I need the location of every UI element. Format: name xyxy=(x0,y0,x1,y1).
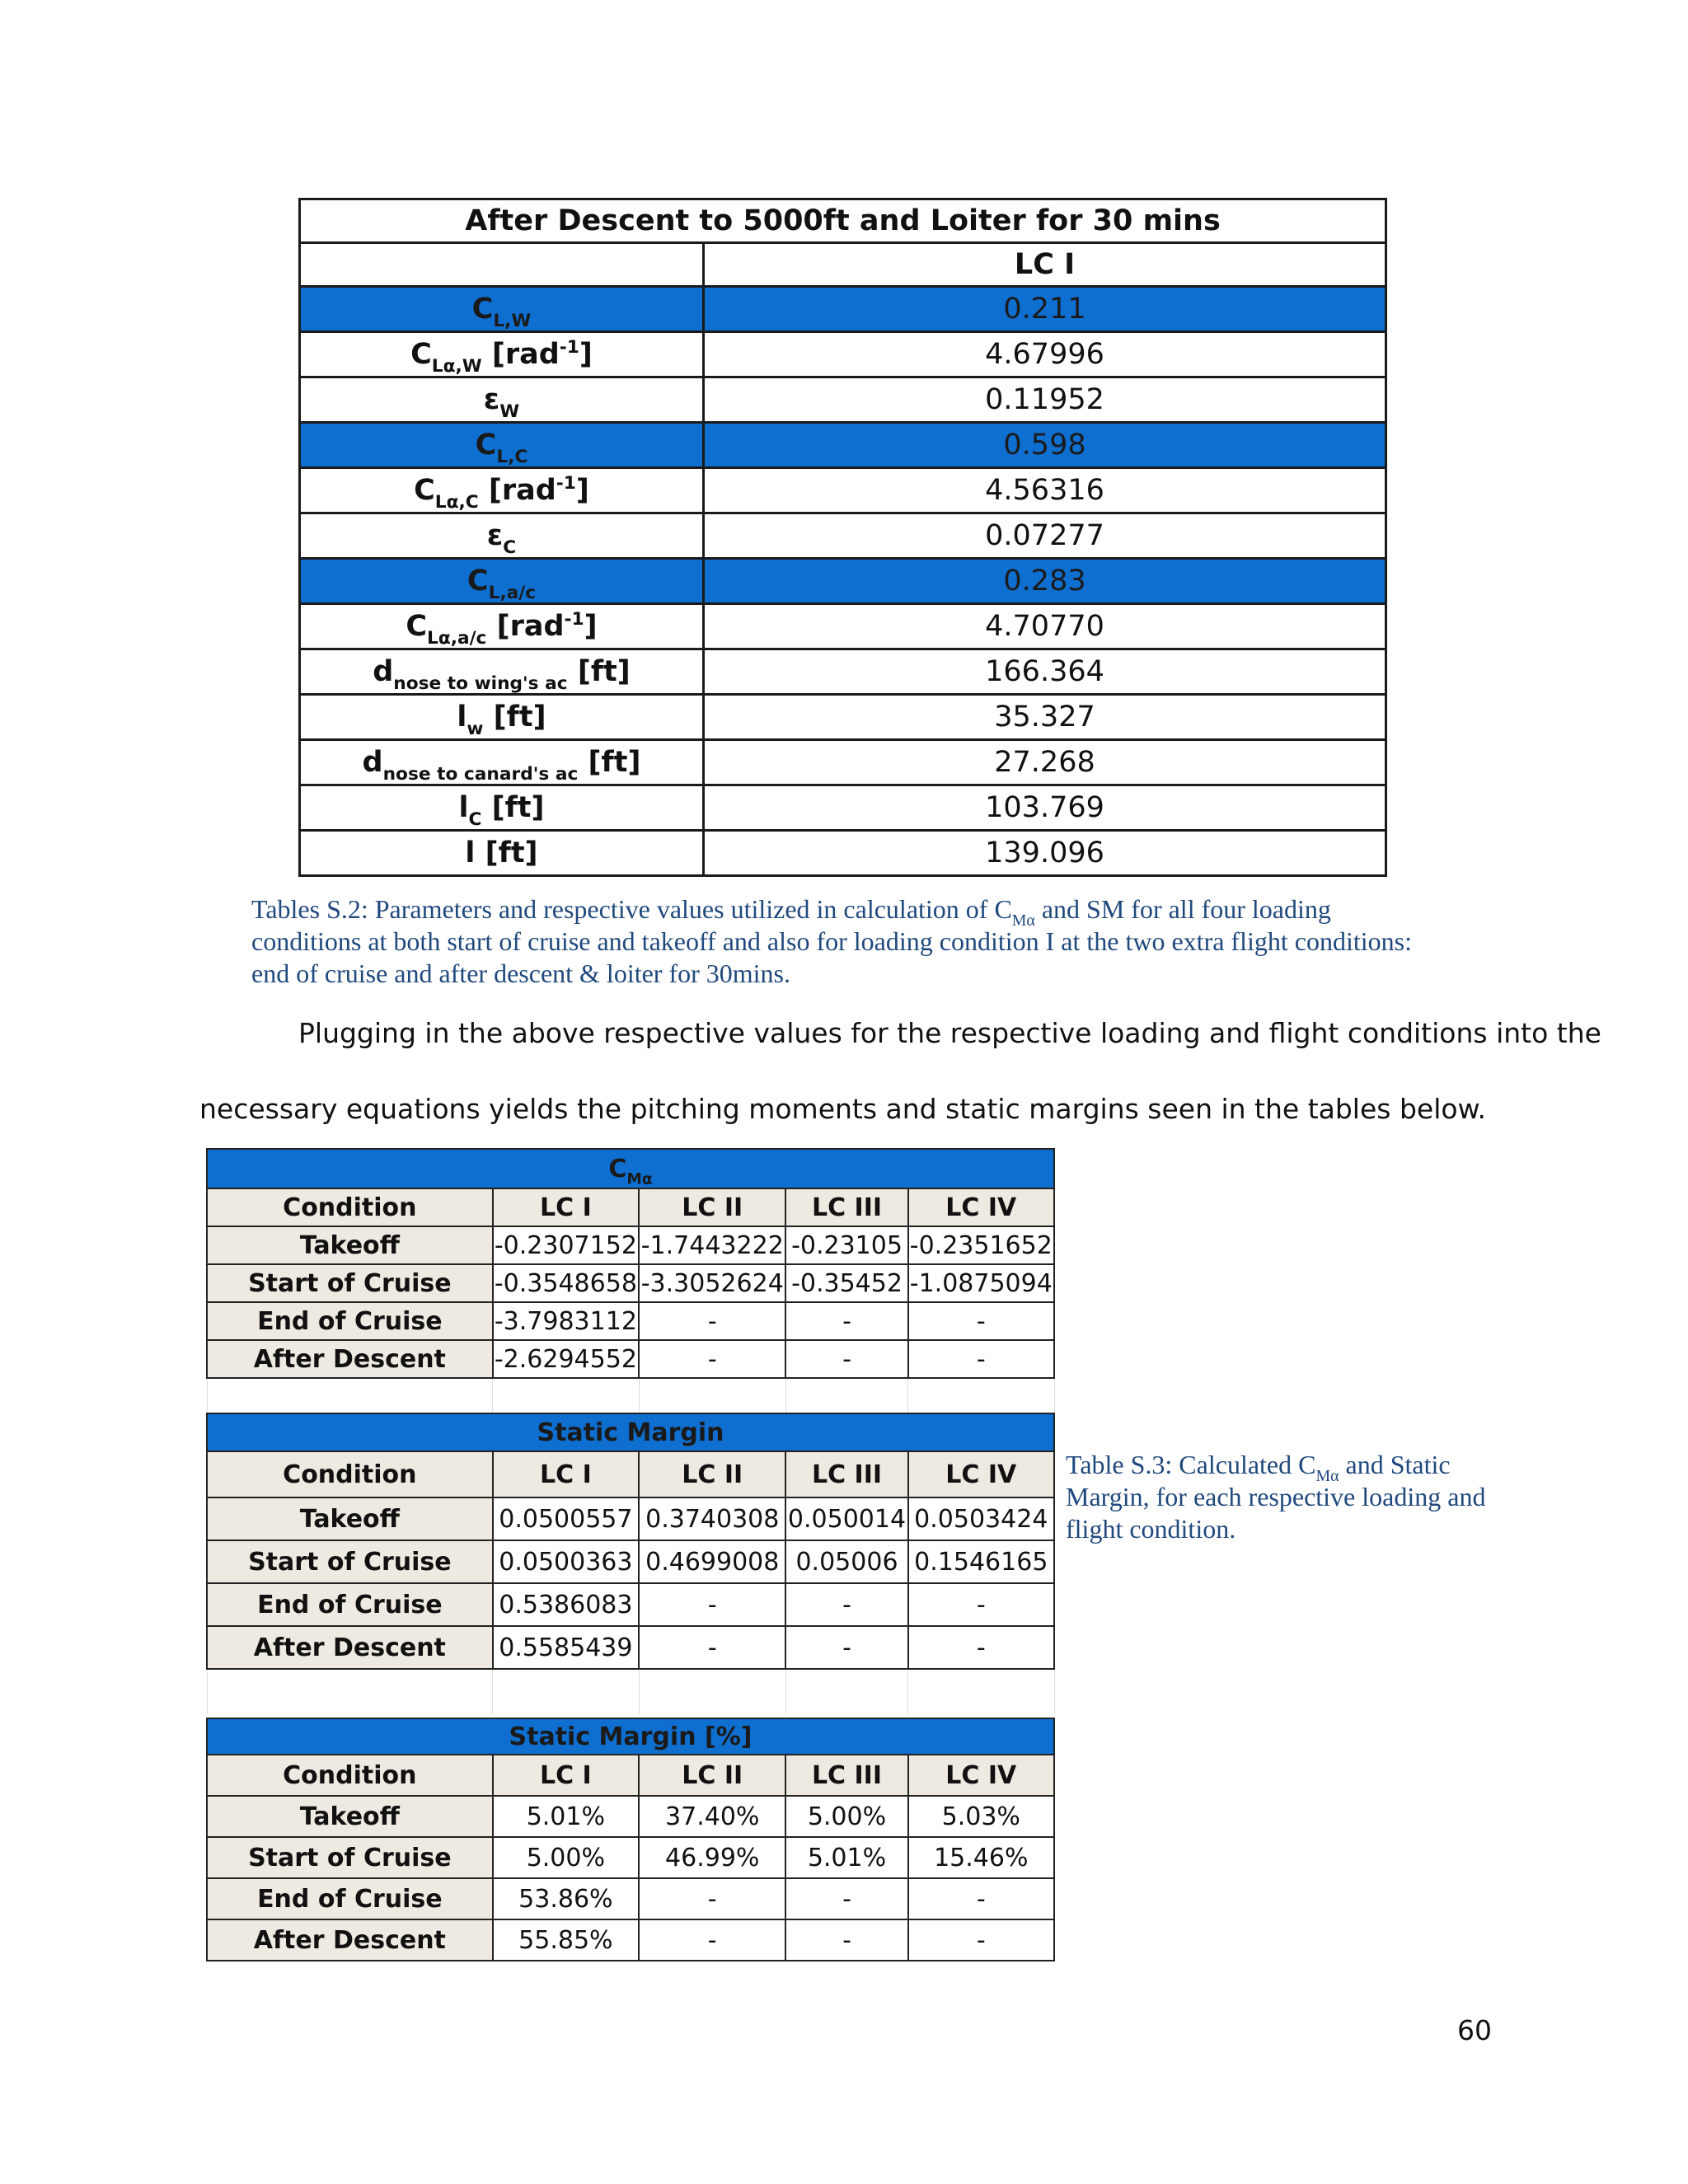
sm-value-cell: - xyxy=(908,1583,1054,1626)
sm-row xyxy=(207,1497,1054,1540)
smp-row xyxy=(207,1837,1054,1878)
sm-table-header-row xyxy=(207,1451,1054,1497)
smp-col-lc2: LC II xyxy=(639,1755,785,1796)
sm-value-cell: 0.3740308 xyxy=(639,1497,785,1540)
param-superscript: -1 xyxy=(556,472,576,494)
sm-col-lc2: LC II xyxy=(639,1451,785,1497)
parameter-name xyxy=(300,785,704,831)
smp-condition-cell: After Descent xyxy=(207,1919,493,1961)
parameters-table-body xyxy=(300,287,1386,876)
parameter-name xyxy=(300,831,704,876)
caption-s3-before: Table S.3: Calculated C xyxy=(1066,1450,1316,1479)
smp-table-title: Static Margin [%] xyxy=(207,1718,1054,1755)
cma-row xyxy=(207,1302,1054,1340)
smp-value-cell: 55.85% xyxy=(493,1919,639,1961)
parameter-row xyxy=(300,559,1386,604)
param-unit-end: ] xyxy=(584,610,598,643)
parameter-value: 4.56316 xyxy=(704,468,1386,513)
param-subscript: C xyxy=(468,808,482,830)
param-symbol: C xyxy=(467,565,489,598)
parameter-value: 4.67996 xyxy=(704,332,1386,377)
smp-value-cell: - xyxy=(785,1878,907,1919)
parameters-table-title-row xyxy=(300,199,1386,243)
smp-col-lc4: LC IV xyxy=(908,1755,1054,1796)
page-number: 60 xyxy=(1457,2014,1492,2046)
smp-table-header-row xyxy=(207,1755,1054,1796)
param-symbol: C xyxy=(475,429,497,462)
smp-col-condition: Condition xyxy=(207,1755,493,1796)
parameter-name xyxy=(300,649,704,695)
sm-table-spacer xyxy=(207,1669,1054,1714)
parameter-value: 103.769 xyxy=(704,785,1386,831)
cma-condition-cell: Start of Cruise xyxy=(207,1264,493,1302)
cma-title-sub: Mα xyxy=(626,1169,653,1188)
param-subscript: nose to canard's ac xyxy=(382,763,579,785)
parameter-row xyxy=(300,785,1386,831)
cma-value-cell: -0.2351652 xyxy=(908,1226,1054,1264)
sm-value-cell: 0.4699008 xyxy=(639,1540,785,1583)
sm-value-cell: 0.0500557 xyxy=(493,1497,639,1540)
parameters-table-title: After Descent to 5000ft and Loiter for 30 mins xyxy=(300,199,1386,243)
smp-table-title-row xyxy=(207,1718,1054,1755)
param-superscript: -1 xyxy=(564,608,584,630)
param-subscript: C xyxy=(503,537,517,558)
param-symbol: l xyxy=(458,791,469,824)
param-symbol: C xyxy=(414,474,435,507)
cma-row xyxy=(207,1264,1054,1302)
sm-row xyxy=(207,1540,1054,1583)
sm-value-cell: - xyxy=(785,1583,907,1626)
param-unit-end: ] xyxy=(575,474,589,507)
cma-title-main: C xyxy=(608,1154,627,1183)
cma-value-cell: -0.3548658 xyxy=(493,1264,639,1302)
sm-value-cell: - xyxy=(785,1626,907,1669)
cma-col-condition: Condition xyxy=(207,1188,493,1226)
parameter-row xyxy=(300,332,1386,377)
cma-value-cell: -3.3052624 xyxy=(639,1264,785,1302)
sm-value-cell: 0.1546165 xyxy=(908,1540,1054,1583)
smp-value-cell: 15.46% xyxy=(908,1837,1054,1878)
param-subscript: L,a/c xyxy=(488,582,537,603)
smp-row xyxy=(207,1796,1054,1837)
parameter-value: 166.364 xyxy=(704,649,1386,695)
param-unit-end: ] xyxy=(579,338,593,371)
parameter-row xyxy=(300,287,1386,332)
parameter-row xyxy=(300,740,1386,785)
param-symbol: l [ft] xyxy=(465,837,538,869)
parameter-value: 0.07277 xyxy=(704,513,1386,559)
param-unit: [rad xyxy=(478,474,556,507)
cma-condition-cell: End of Cruise xyxy=(207,1302,493,1340)
parameter-value: 0.211 xyxy=(704,287,1386,332)
parameter-row xyxy=(300,377,1386,423)
parameter-name xyxy=(300,287,704,332)
caption-s3-after: and Static Margin, for each respective loading and flight condition. xyxy=(1066,1450,1486,1544)
param-subscript: Lα,W xyxy=(431,355,482,377)
smp-col-lc3: LC III xyxy=(785,1755,907,1796)
sm-row xyxy=(207,1626,1054,1669)
sm-col-lc4: LC IV xyxy=(908,1451,1054,1497)
cma-table-body xyxy=(207,1226,1054,1378)
parameters-table xyxy=(298,198,1387,877)
sm-value-cell: 0.05006 xyxy=(785,1540,907,1583)
parameter-name xyxy=(300,740,704,785)
parameters-header-blank xyxy=(300,243,704,287)
smp-row xyxy=(207,1919,1054,1961)
smp-value-cell: - xyxy=(785,1919,907,1961)
param-symbol: C xyxy=(410,338,432,371)
param-unit: [ft] xyxy=(481,791,545,824)
parameter-name xyxy=(300,604,704,649)
param-unit: [ft] xyxy=(578,746,641,779)
sm-table-body xyxy=(207,1497,1054,1669)
smp-value-cell: 5.00% xyxy=(785,1796,907,1837)
parameter-row xyxy=(300,695,1386,740)
smp-value-cell: 37.40% xyxy=(639,1796,785,1837)
cma-col-lc3: LC III xyxy=(785,1188,907,1226)
param-subscript: L,W xyxy=(493,310,532,331)
param-subscript: nose to wing's ac xyxy=(393,673,568,694)
caption-s2-before: Tables S.2: Parameters and respective values utilized in calculation of C xyxy=(251,894,1012,924)
param-unit: [rad xyxy=(486,610,565,643)
smp-condition-cell: End of Cruise xyxy=(207,1878,493,1919)
cma-table-title-row xyxy=(207,1149,1054,1188)
smp-table-body xyxy=(207,1796,1054,1961)
caption-s3-sub: Mα xyxy=(1315,1466,1339,1485)
static-margin-percent-table xyxy=(206,1718,1055,1961)
cma-table-header-row xyxy=(207,1188,1054,1226)
cma-value-cell: - xyxy=(908,1340,1054,1378)
smp-value-cell: 5.00% xyxy=(493,1837,639,1878)
sm-value-cell: - xyxy=(908,1626,1054,1669)
cma-value-cell: - xyxy=(639,1302,785,1340)
parameters-header-lc1: LC I xyxy=(704,243,1386,287)
parameter-value: 4.70770 xyxy=(704,604,1386,649)
param-unit: [rad xyxy=(481,338,560,371)
sm-col-lc3: LC III xyxy=(785,1451,907,1497)
parameter-value: 27.268 xyxy=(704,740,1386,785)
cma-table-title xyxy=(207,1149,1054,1188)
param-symbol: C xyxy=(471,293,494,326)
sm-row xyxy=(207,1583,1054,1626)
caption-s2-after: and SM for all four loading conditions at both start of cruise and takeoff and also for loading condition I at the two extra flight conditions: end of cruise and after descent & loiter for 30mins. xyxy=(251,894,1412,988)
cma-value-cell: -2.6294552 xyxy=(493,1340,639,1378)
param-symbol: ε xyxy=(483,383,500,416)
cma-value-cell: - xyxy=(785,1302,907,1340)
parameter-name xyxy=(300,513,704,559)
param-symbol: ε xyxy=(486,519,504,552)
cma-col-lc4: LC IV xyxy=(908,1188,1054,1226)
sm-condition-cell: Start of Cruise xyxy=(207,1540,493,1583)
parameter-name xyxy=(300,695,704,740)
parameter-name xyxy=(300,377,704,423)
sm-table-title: Static Margin xyxy=(207,1413,1054,1451)
parameter-row xyxy=(300,513,1386,559)
smp-value-cell: - xyxy=(908,1919,1054,1961)
smp-value-cell: - xyxy=(639,1878,785,1919)
parameter-name xyxy=(300,559,704,604)
sm-value-cell: - xyxy=(639,1583,785,1626)
cma-value-cell: -3.7983112 xyxy=(493,1302,639,1340)
param-subscript: w xyxy=(467,718,484,739)
smp-value-cell: 5.01% xyxy=(493,1796,639,1837)
sm-value-cell: 0.0500363 xyxy=(493,1540,639,1583)
sm-value-cell: 0.5585439 xyxy=(493,1626,639,1669)
static-margin-table xyxy=(206,1413,1055,1714)
parameter-row xyxy=(300,604,1386,649)
paragraph-line-2: necessary equations yields the pitching moments and static margins seen in the tables below. xyxy=(199,1093,1487,1125)
parameter-value: 0.598 xyxy=(704,423,1386,468)
parameter-name xyxy=(300,468,704,513)
cma-condition-cell: Takeoff xyxy=(207,1226,493,1264)
sm-table-title-row xyxy=(207,1413,1054,1451)
smp-value-cell: 53.86% xyxy=(493,1878,639,1919)
table-s3-caption xyxy=(1066,1449,1527,1545)
parameters-table-header-row xyxy=(300,243,1386,287)
smp-value-cell: - xyxy=(639,1919,785,1961)
param-symbol: C xyxy=(406,610,428,643)
parameter-value: 0.283 xyxy=(704,559,1386,604)
sm-value-cell: 0.050014 xyxy=(785,1497,907,1540)
param-unit: [ft] xyxy=(483,701,546,733)
parameter-row xyxy=(300,649,1386,695)
cma-value-cell: - xyxy=(785,1340,907,1378)
parameter-row xyxy=(300,423,1386,468)
cma-value-cell: -0.2307152 xyxy=(493,1226,639,1264)
parameter-value: 35.327 xyxy=(704,695,1386,740)
sm-condition-cell: After Descent xyxy=(207,1626,493,1669)
cma-col-lc1: LC I xyxy=(493,1188,639,1226)
smp-value-cell: 5.03% xyxy=(908,1796,1054,1837)
param-subscript: Lα,C xyxy=(434,491,479,513)
smp-condition-cell: Start of Cruise xyxy=(207,1837,493,1878)
sm-value-cell: - xyxy=(639,1626,785,1669)
parameter-value: 139.096 xyxy=(704,831,1386,876)
cma-table xyxy=(206,1148,1055,1415)
param-subscript: L,C xyxy=(496,446,528,467)
sm-col-condition: Condition xyxy=(207,1451,493,1497)
cma-row xyxy=(207,1226,1054,1264)
param-subscript: W xyxy=(499,401,520,422)
cma-table-spacer xyxy=(207,1378,1054,1415)
param-symbol: d xyxy=(362,746,383,779)
smp-value-cell: 46.99% xyxy=(639,1837,785,1878)
smp-row xyxy=(207,1878,1054,1919)
cma-col-lc2: LC II xyxy=(639,1188,785,1226)
param-subscript: Lα,a/c xyxy=(427,627,487,649)
cma-value-cell: -0.35452 xyxy=(785,1264,907,1302)
param-superscript: -1 xyxy=(559,336,579,358)
parameter-value: 0.11952 xyxy=(704,377,1386,423)
parameter-name xyxy=(300,423,704,468)
smp-condition-cell: Takeoff xyxy=(207,1796,493,1837)
table-s2-caption xyxy=(251,893,1430,990)
cma-value-cell: - xyxy=(639,1340,785,1378)
smp-value-cell: 5.01% xyxy=(785,1837,907,1878)
sm-col-lc1: LC I xyxy=(493,1451,639,1497)
sm-condition-cell: Takeoff xyxy=(207,1497,493,1540)
smp-value-cell: - xyxy=(908,1878,1054,1919)
cma-value-cell: - xyxy=(908,1302,1054,1340)
param-unit: [ft] xyxy=(567,655,631,688)
param-symbol: d xyxy=(373,655,394,688)
parameter-row xyxy=(300,831,1386,876)
caption-s2-sub: Mα xyxy=(1011,911,1035,930)
parameter-name xyxy=(300,332,704,377)
cma-condition-cell: After Descent xyxy=(207,1340,493,1378)
cma-value-cell: -1.7443222 xyxy=(639,1226,785,1264)
cma-value-cell: -0.23105 xyxy=(785,1226,907,1264)
paragraph-line-1: Plugging in the above respective values for the respective loading and flight conditions into the xyxy=(298,1017,1601,1049)
sm-condition-cell: End of Cruise xyxy=(207,1583,493,1626)
param-symbol: l xyxy=(457,701,467,733)
parameter-row xyxy=(300,468,1386,513)
sm-value-cell: 0.0503424 xyxy=(908,1497,1054,1540)
smp-col-lc1: LC I xyxy=(493,1755,639,1796)
cma-row xyxy=(207,1340,1054,1378)
sm-value-cell: 0.5386083 xyxy=(493,1583,639,1626)
cma-value-cell: -1.0875094 xyxy=(908,1264,1054,1302)
